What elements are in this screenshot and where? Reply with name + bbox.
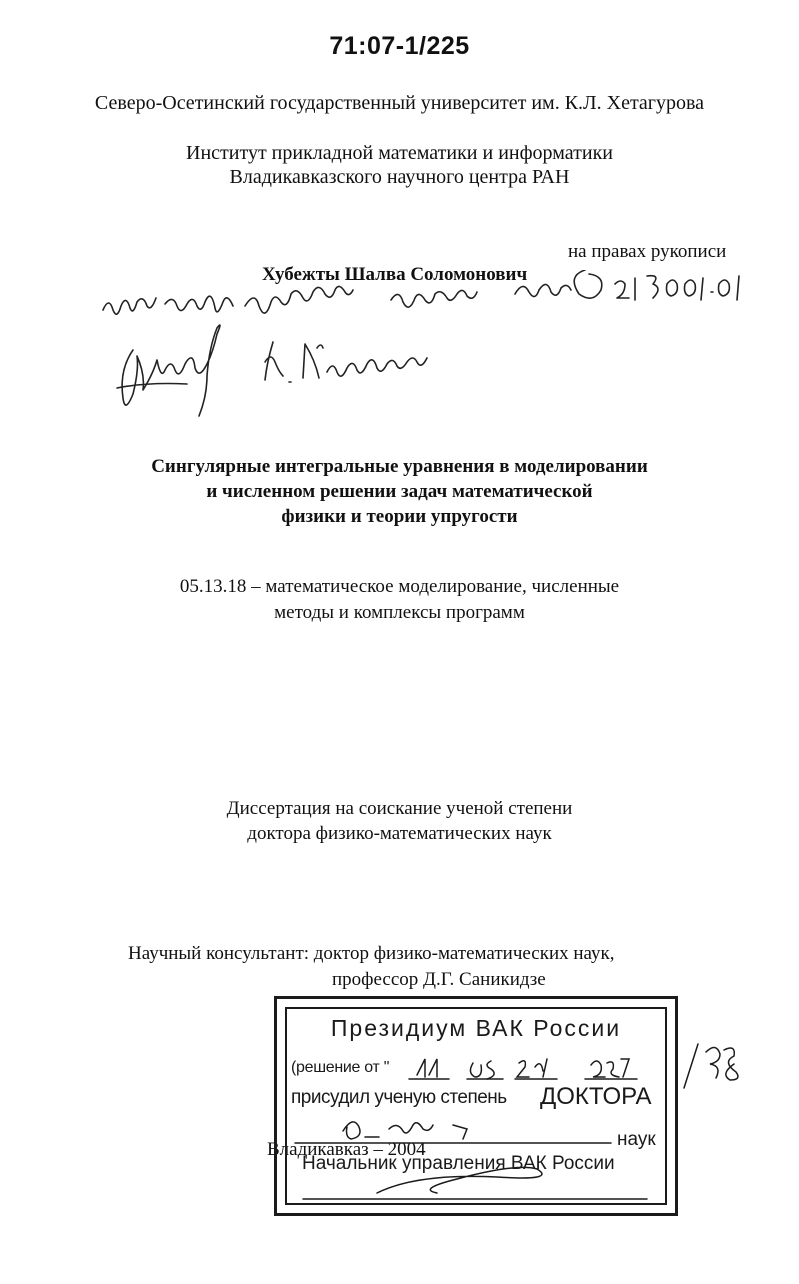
specialty-line-1: 05.13.18 – математическое моделирование, численные (179, 576, 620, 597)
stamp-signatory: Начальник управления ВАК России (302, 1153, 615, 1174)
dissertation-title-line: Сингулярные интегральные уравнения в моделировании (151, 456, 648, 477)
consultant-line-1: Научный консультант: доктор физико-математических наук, (128, 943, 615, 964)
stamp-degree: ДОКТОРА (540, 1083, 652, 1110)
dissertation-title-line: физики и теории упругости (281, 506, 518, 527)
vak-stamp (274, 996, 678, 1216)
manuscript-rights: на правах рукописи (568, 241, 727, 262)
margin-annotation (676, 1040, 746, 1090)
consultant-line-2: профессор Д.Г. Саникидзе (332, 969, 546, 990)
handwritten-signature (95, 270, 755, 420)
stamp-decision-text: (решение от " (291, 1059, 390, 1076)
dissertation-title-line: и численном решении задач математической (206, 481, 593, 502)
stamp-title: Президиум ВАК России (330, 1015, 622, 1041)
stamp-awarded-text: присудил ученую степень (291, 1087, 507, 1108)
author-name: Хубежты Шалва Соломонович (262, 264, 528, 285)
university-name: Северо-Осетинский государственный университет им. К.Л. Хетагурова (94, 92, 705, 114)
registration-code: 71:07-1/225 (329, 32, 470, 60)
city-year: Владикавказ – 2004 (267, 1139, 426, 1160)
institute-line-1: Институт прикладной математики и информатики (186, 142, 613, 164)
specialty-line-2: методы и комплексы программ (274, 602, 525, 623)
institute-line-2: Владикавказского научного центра РАН (229, 166, 570, 188)
stamp-handwriting (277, 999, 681, 1219)
stamp-field-suffix: наук (617, 1129, 656, 1150)
degree-line-1: Диссертация на соискание ученой степени (226, 798, 573, 819)
degree-line-2: доктора физико-математических наук (247, 823, 552, 844)
